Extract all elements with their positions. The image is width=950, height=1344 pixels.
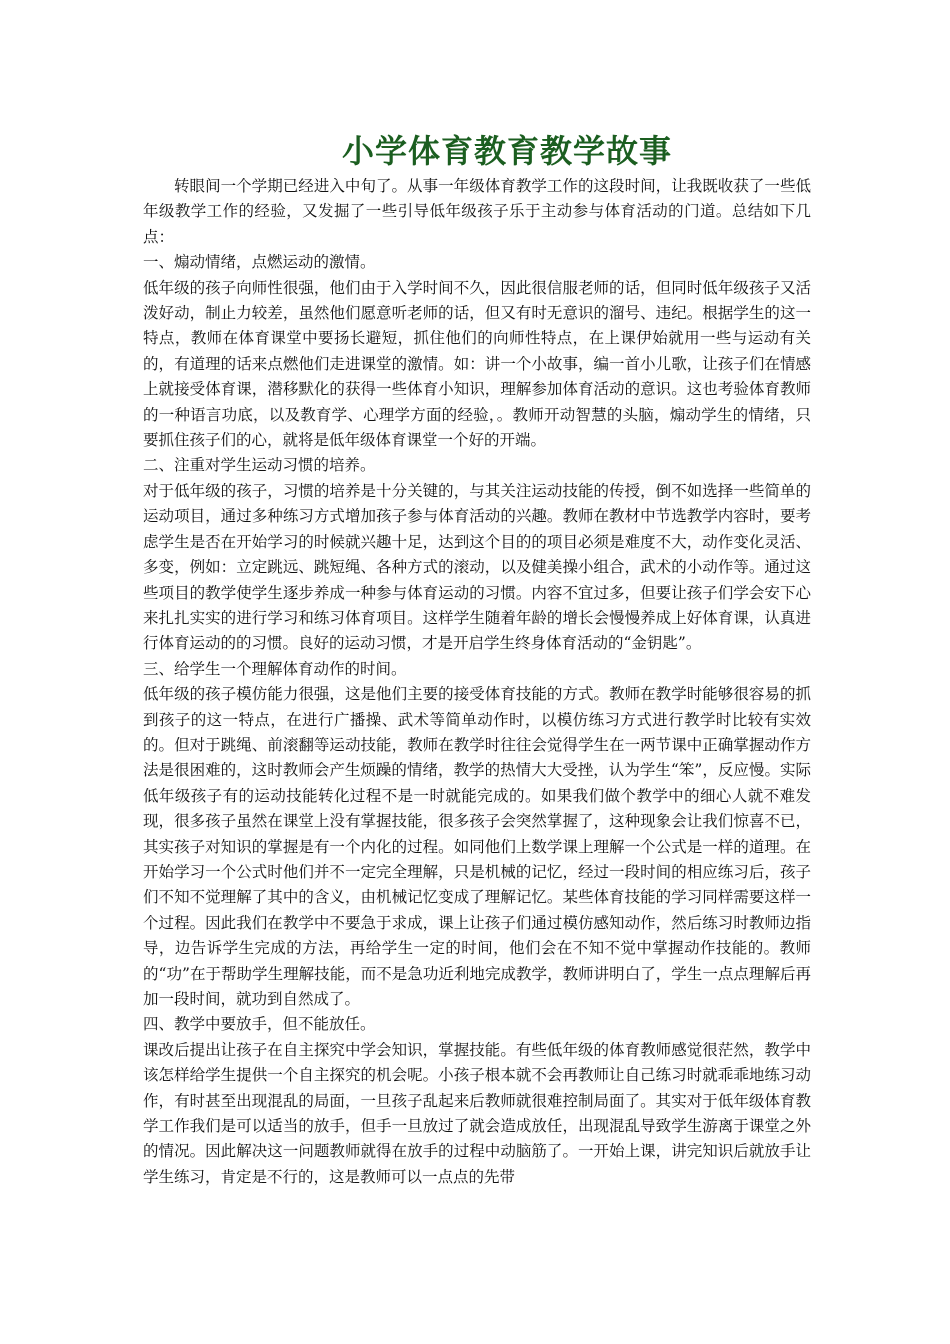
document-body [143,174,811,1190]
section-heading: 一、煽动情绪，点燃运动的激情。 [143,253,376,272]
body-paragraph: 课改后提出让孩子在自主探究中学会知识，掌握技能。有些低年级的体育教师感觉很茫然，教学中该怎样给学生提供一个自主探究的机会呢。小孩子根本就不会再教师让自己练习时就乖乖地练习动作，有时甚至出现混乱的局面，一旦孩子乱起来后教师就很难控制局面了。其实对于低年级体育教学工作我们是可以适当的放手，但手一旦放过了就会造成放任，出现混乱导致学生游离于课堂之外的情况。因此解决这一问题教师就得在放手的过程中动脑筋了。一开始上课，讲完知识后就放手让学生练习，肯定是不行的，这是教师可以一点点的先带 [143,1040,811,1186]
document-title: 小学体育教育教学故事 [341,132,672,170]
section-heading: 四、教学中要放手，但不能放任。 [143,1015,376,1034]
section-heading: 二、注重对学生运动习惯的培养。 [143,456,376,475]
document-page [143,128,811,1190]
body-paragraph: 低年级的孩子模仿能力很强，这是他们主要的接受体育技能的方式。教师在教学时能够很容易的抓到孩子的这一特点，在进行广播操、武术等简单动作时，以模仿练习方式进行教学时比较有实效的。但对于跳绳、前滚翻等运动技能，教师在教学时往往会觉得学生在一两节课中正确掌握动作方法是很困难的，这时教师会产生烦躁的情绪，教学的热情大大受挫，认为学生“笨”，反应慢。实际低年级孩子有的运动技能转化过程不是一时就能完成的。如果我们做个教学中的细心人就不难发现，很多孩子虽然在课堂上没有掌握技能，很多孩子会突然掌握了，这种现象会让我们惊喜不已，其实孩子对知识的掌握是有一个内化的过程。如同他们上数学课上理解一个公式是一样的道理。在开始学习一个公式时他们并不一定完全理解，只是机械的记忆，经过一段时间的相应练习后，孩子们不知不觉理解了其中的含义，由机械记忆变成了理解记忆。某些体育技能的学习同样需要这样一个过程。因此我们在教学中不要急于求成，课上让孩子们通过模仿感知动作，然后练习时教师边指导，边告诉学生完成的方法，再给学生一定的时间，他们会在不知不觉中掌握动作技能的。教师的“功”在于帮助学生理解技能，而不是急功近利地完成教学，教师讲明白了，学生一点点理解后再加一段时间，就功到自然成了。 [143,685,811,1008]
body-paragraph: 低年级的孩子向师性很强，他们由于入学时间不久，因此很信服老师的话，但同时低年级孩子又活泼好动，制止力较差，虽然他们愿意听老师的话，但又有时无意识的溜号、违纪。根据学生的这一特点，教师在体育课堂中要扬长避短，抓住他们的向师性特点，在上课伊始就用一些与运动有关的，有道理的话来点燃他们走进课堂的激情。如：讲一个小故事，编一首小儿歌，让孩子们在情感上就接受体育课，潜移默化的获得一些体育小知识，理解参加体育活动的意识。这也考验体育教师的一种语言功底，以及教育学、心理学方面的经验，。教师开动智慧的头脑，煽动学生的情绪，只要抓住孩子们的心，就将是低年级体育课堂一个好的开端。 [143,278,811,450]
body-paragraph: 转眼间一个学期已经进入中旬了。从事一年级体育教学工作的这段时间，让我既收获了一些低年级教学工作的经验，又发掘了一些引导低年级孩子乐于主动参与体育活动的门道。总结如下几点： [143,177,811,246]
section-heading: 三、给学生一个理解体育动作的时间。 [143,659,407,678]
body-paragraph: 对于低年级的孩子，习惯的培养是十分关键的，与其关注运动技能的传授，倒不如选择一些简单的运动项目，通过多种练习方式增加孩子参与体育活动的兴趣。教师在教材中节选教学内容时，要考虑学生是否在开始学习的时候就兴趣十足，达到这个目的的项目必须是难度不大，动作变化灵活、多变，例如：立定跳远、跳短绳、各种方式的滚动，以及健美操小组合，武术的小动作等。通过这些项目的教学使学生逐步养成一种参与体育运动的习惯。内容不宜过多，但要让孩子们学会安下心来扎扎实实的进行学习和练习体育项目。这样学生随着年龄的增长会慢慢养成上好体育课，认真进行体育运动的的习惯。良好的运动习惯，才是开启学生终身体育活动的“金钥匙”。 [143,481,811,653]
